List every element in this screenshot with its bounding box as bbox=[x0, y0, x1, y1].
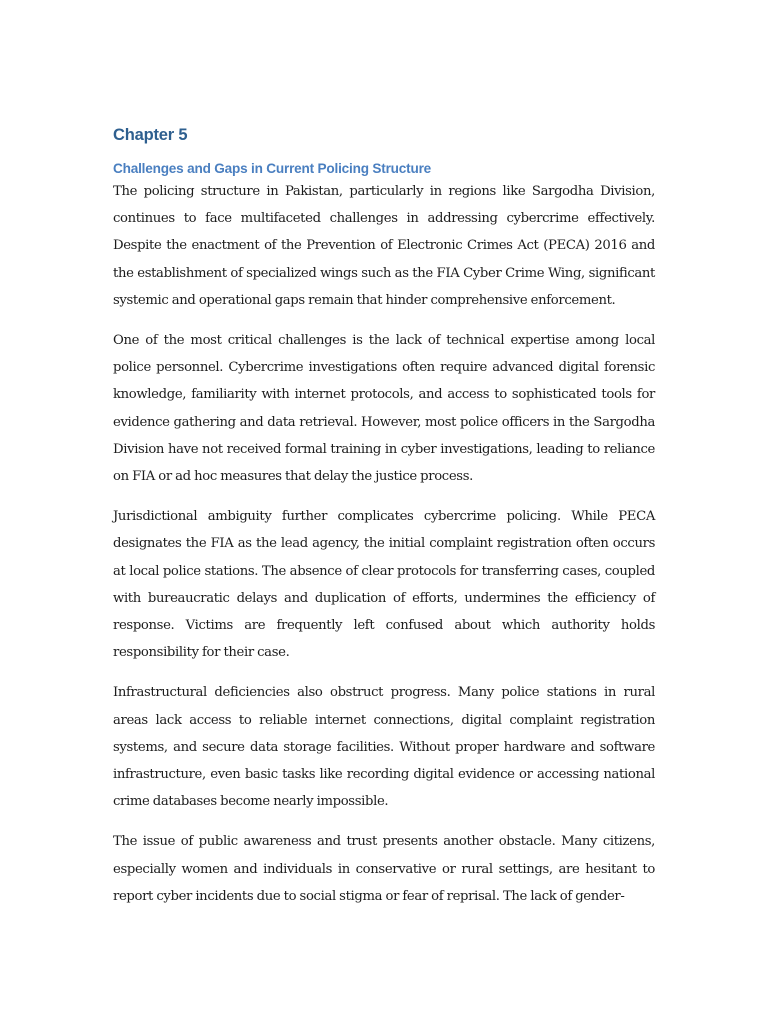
chapter-heading: Chapter 5 bbox=[113, 126, 188, 144]
paragraph-4: Infrastructural deficiencies also obstruct progress. Many police stations in rural areas lack access to reliable internet connections, digital complaint registration systems, and secure data storage facilities. Without proper hardware and software infrastructure, even basic tasks like recording digital evidence or accessing national crime databases become nearly impossible. bbox=[113, 685, 655, 810]
paragraph-1: The policing structure in Pakistan, particularly in regions like Sargodha Division, continues to face multifaceted challenges in addressing cybercrime effectively. Despite the enactment of the Prevention of Electronic Crimes Act (PECA) 2016 and the establishment of specialized wings such as the FIA Cyber Crime Wing, significant systemic and operational gaps remain that hinder comprehensive enforcement. bbox=[113, 184, 655, 308]
document-page bbox=[113, 124, 655, 923]
paragraph-3: Jurisdictional ambiguity further complicates cybercrime policing. While PECA designates the FIA as the lead agency, the initial complaint registration often occurs at local police stations. The absence of clear protocols for transferring cases, coupled with bureaucratic delays and duplication of efforts, undermines the efficiency of response. Victims are frequently left confused about which authority holds responsibility for their case. bbox=[113, 509, 655, 661]
paragraph-5: The issue of public awareness and trust presents another obstacle. Many citizens, especially women and individuals in conservative or rural settings, are hesitant to report cyber incidents due to social stigma or fear of reprisal. The lack of gender- bbox=[113, 834, 655, 904]
paragraph-2: One of the most critical challenges is the lack of technical expertise among local police personnel. Cybercrime investigations often require advanced digital forensic knowledge, familiarity with internet protocols, and access to sophisticated tools for evidence gathering and data retrieval. However, most police officers in the Sargodha Division have not received formal training in cyber investigations, leading to reliance on FIA or ad hoc measures that delay the justice process. bbox=[113, 333, 655, 485]
section-heading: Challenges and Gaps in Current Policing Structure bbox=[113, 161, 432, 176]
